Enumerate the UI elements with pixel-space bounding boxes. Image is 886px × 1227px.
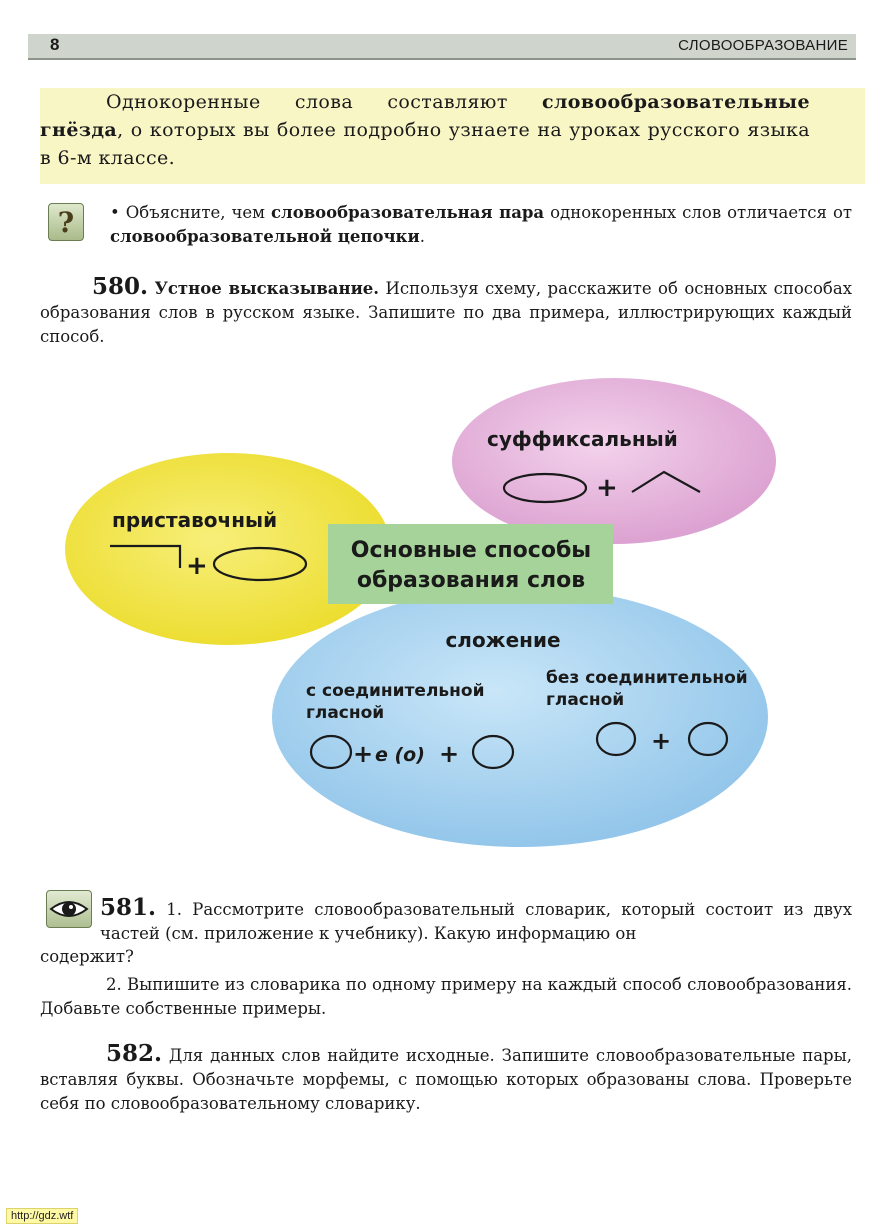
exercise-581-number: 581. — [100, 894, 157, 921]
question-term2: словообразовательной цепочки — [110, 227, 420, 246]
watermark-link[interactable]: http://gdz.wtf — [6, 1208, 78, 1224]
exercise-581-text-1: 1. Рассмотрите словообразовательный словарик, который состоит из двух частей (см. приложение к учебнику). Какую информацию он — [100, 900, 852, 943]
exercise-580-number: 580. — [92, 273, 149, 300]
question-part1: Объясните, чем — [125, 203, 272, 222]
with-vowel-plus-1: + — [353, 740, 374, 768]
eye-icon — [46, 890, 92, 928]
exercise-580-text: Используя схему, расскажите об основных способах образования слов в русском языке. Запишите по два примера, иллюстрирующих каждый способ. — [40, 279, 853, 346]
prefix-plus: + — [186, 551, 208, 581]
center-title-line2: образования слов — [356, 568, 586, 593]
question-mark-icon: ? — [48, 203, 84, 241]
page-number: 8 — [50, 35, 60, 54]
without-vowel-label-line1: без соединительной — [546, 668, 748, 688]
question-part2: однокоренных слов отличается от — [544, 203, 853, 222]
compound-label: сложение — [445, 628, 561, 652]
exercise-581-text-1-end: содержит? — [40, 947, 134, 966]
suffix-plus: + — [596, 473, 618, 503]
exercise-581 — [100, 896, 852, 946]
suffix-ellipse — [452, 378, 776, 544]
exercise-582-text: Для данных слов найдите исходные. Запишите словообразовательные пары, вставляя буквы. Обозначьте морфемы, с помощью которых образованы слова. Проверьте себя по словообразовательному словарику. — [40, 1046, 852, 1113]
without-vowel-plus: + — [651, 727, 672, 755]
exercise-582-number: 582. — [106, 1040, 163, 1067]
rule-part1: Однокоренные слова составляют — [106, 91, 543, 113]
question-part3: . — [419, 227, 425, 246]
with-vowel-plus-2: + — [439, 740, 460, 768]
exercise-580-title: Устное высказывание. — [154, 279, 380, 298]
prefix-label: приставочный — [112, 508, 278, 532]
exercise-581-text-2: 2. Выпишите из словарика по одному примеру на каждый способ словообразования. Добавьте собственные примеры. — [40, 975, 852, 1018]
exercise-581-continuation — [40, 945, 852, 969]
question-bullet: • — [110, 203, 120, 222]
with-vowel-label-line1: с соединительной — [306, 681, 485, 701]
connecting-vowel: е (о) — [375, 744, 425, 766]
rule-term: словообразовательные гнёзда — [40, 91, 810, 141]
center-title-line1: Основные способы — [350, 538, 592, 563]
exercise-581-part-2 — [40, 973, 852, 1021]
with-vowel-label-line2: гласной — [306, 703, 385, 723]
question-term1: словообразовательная пара — [271, 203, 545, 222]
without-vowel-label-line2: гласной — [546, 690, 625, 710]
rule-part2: , о которых вы более подробно узнаете на уроках русского языка в 6-м классе. — [40, 119, 810, 169]
running-head: СЛОВООБРАЗОВАНИЕ — [678, 37, 848, 54]
suffix-label: суффиксальный — [487, 427, 678, 451]
exercise-582 — [40, 1042, 852, 1116]
